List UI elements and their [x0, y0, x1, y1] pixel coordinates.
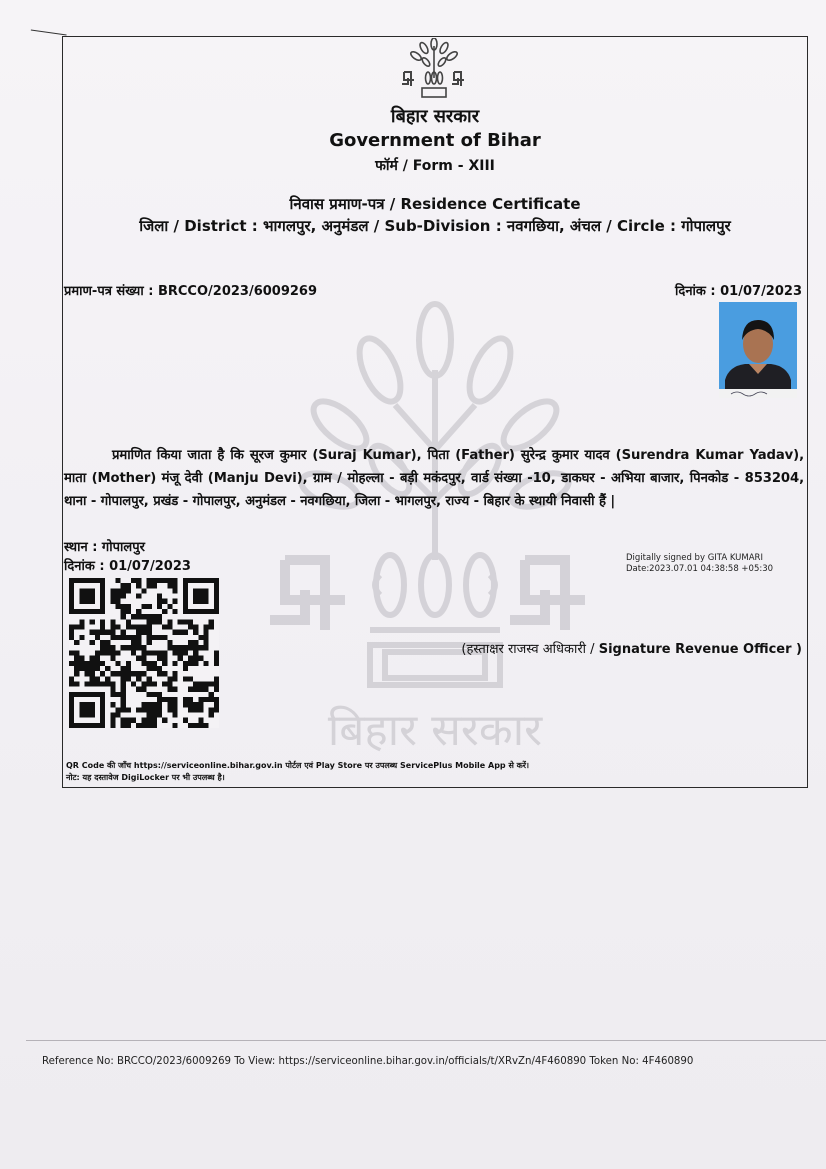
signature-revenue-officer — [461, 639, 802, 657]
digital-sign-name: Digitally signed by GITA KUMARI — [626, 553, 763, 563]
form-number: फॉर्म / Form - XIII — [375, 158, 495, 174]
bihar-emblem-icon — [400, 38, 468, 100]
qr-verify-note: QR Code की जाँच https://serviceonline.bihar.gov.in पोर्टल एवं Play Store पर उपलब्ध ServicePlus Mobile App से करें। — [66, 761, 530, 770]
certificate-number: प्रमाण-पत्र संख्या : BRCCO/2023/6009269 — [64, 284, 318, 299]
digilocker-note: नोट: यह दस्तावेज DigiLocker पर भी उपलब्ध है। — [66, 773, 225, 782]
applicant-photo — [719, 302, 797, 398]
certificate-date: दिनांक : 01/07/2023 — [675, 284, 802, 299]
certification-statement: प्रमाणित किया जाता है कि सूरज कुमार (Suraj Kumar), पिता (Father) सुरेन्द्र कुमार यादव (Surendra Kumar Yadav), माता (Mother) मंजू देवी (Manju Devi), ग्राम / मोहल्ला - बड़ी मकंदपुर, वार्ड संख्या -10, डाकघर - अभिया बाजार, पिनकोड - 853204, थाना - गोपालपुर, प्रखंड - गोपालपुर, अनुमंडल - नवगछिया, जिला - भागलपुर, राज्य - बिहार के स्थायी निवासी हैं | — [64, 448, 804, 509]
watermark-text: बिहार सरकार — [327, 705, 543, 756]
digital-sign-date: Date:2023.07.01 04:38:58 +05:30 — [626, 564, 774, 574]
qr-code-icon — [68, 578, 220, 728]
certificate-title: निवास प्रमाण-पत्र / Residence Certificate — [289, 195, 581, 213]
district-line: जिला / District : भागलपुर, अनुमंडल / Sub-Division : नवगछिया, अंचल / Circle : गोपालपुर — [139, 217, 731, 235]
place-line: स्थान : गोपालपुर — [64, 540, 145, 555]
header-title-english: Government of Bihar — [329, 130, 541, 151]
signature-label-hindi: (हस्ताक्षर राजस्व अधिकारी / — [461, 642, 599, 657]
person-portrait-icon — [719, 302, 797, 398]
signature-label-english: Signature Revenue Officer ) — [598, 642, 802, 657]
header-title-hindi: बिहार सरकार — [390, 106, 480, 127]
qr-note — [66, 760, 529, 784]
footer-divider — [26, 1040, 826, 1041]
digital-signature — [626, 553, 773, 575]
issue-date-line: दिनांक : 01/07/2023 — [64, 559, 191, 574]
reference-line: Reference No: BRCCO/2023/6009269 To View: https://serviceonline.bihar.gov.in/officials/t/XRvZn/4F460890 Token No: 4F460890 — [42, 1056, 694, 1067]
